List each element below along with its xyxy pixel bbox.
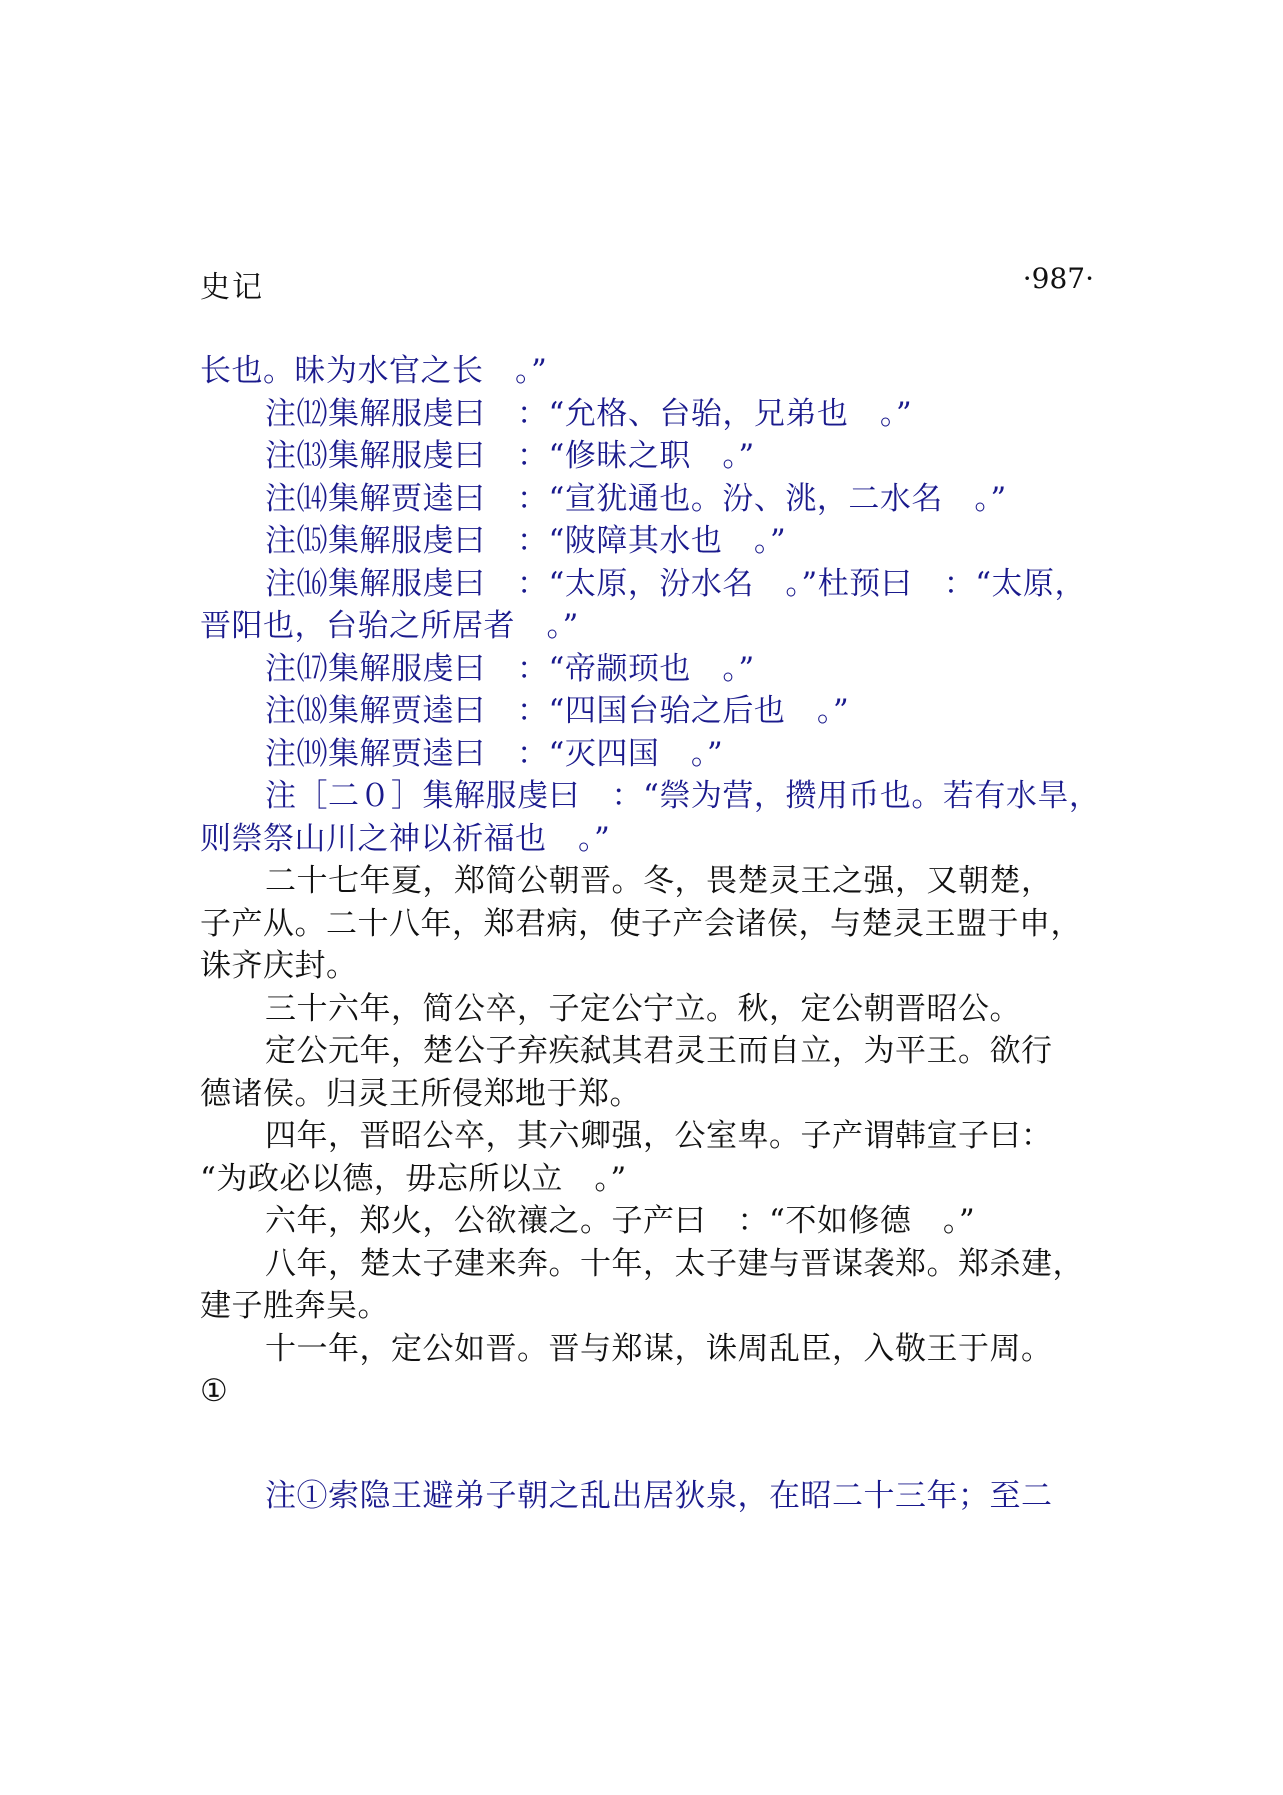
text-line: 注⒆集解贾逵曰 ：“灭四国 。” (265, 735, 724, 772)
text-line: 注⑿集解服虔曰 ：“允格、台骀，兄弟也 。” (265, 395, 913, 432)
text-line: 建子胜奔吴。 (200, 1288, 389, 1324)
footnote: 注①索隐王避弟子朝之乱出居狄泉，在昭二十三年；至二 (265, 1477, 1053, 1514)
text-line: 注⒄集解服虔曰 ：“帝颛顼也 。” (265, 650, 755, 687)
footnote-separator (200, 1413, 1105, 1475)
text-line: 注⒂集解服虔曰 ：“陂障其水也 。” (265, 523, 787, 559)
text-line: 子产从。二十八年，郑君病，使子产会诸侯，与楚灵王盟于申， (200, 905, 1082, 942)
body-text (200, 350, 1105, 1517)
text-line: 注［二０］集解服虔曰 ：“禜为营，攒用币也。若有水旱， (265, 778, 1101, 814)
text-line: 十一年，定公如晋。晋与郑谋，诛周乱臣，入敬王于周。 (265, 1330, 1053, 1367)
text-line: 二十七年夏，郑简公朝晋。冬，畏楚灵王之强，又朝楚， (265, 863, 1053, 899)
text-line: 四年，晋昭公卒，其六卿强，公室卑。子产谓韩宣子曰： (265, 1118, 1053, 1154)
text-line: “为政必以德，毋忘所以立 。” (200, 1160, 627, 1197)
text-line: 长也。昧为水官之长 。” (200, 353, 548, 389)
text-line: 诛齐庆封。 (200, 948, 358, 984)
text-line: 定公元年，楚公子弃疾弑其君灵王而自立，为平王。欲行 (265, 1033, 1053, 1069)
text-line: 三十六年，简公卒，子定公宁立。秋，定公朝晋昭公。 (265, 990, 1021, 1027)
text-line: 注⒅集解贾逵曰 ：“四国台骀之后也 。” (265, 693, 850, 729)
text-line: 六年，郑火，公欲禳之。子产曰 ：“不如修德 。” (265, 1203, 976, 1239)
text-line: 德诸侯。归灵王所侵郑地于郑。 (200, 1075, 641, 1112)
text-line: 晋阳也，台骀之所居者 。” (200, 608, 579, 644)
text-line: 注⒃集解服虔曰 ：“太原，汾水名 。”杜预曰 ：“太原， (265, 565, 1087, 602)
book-title: 史记 (200, 270, 264, 305)
text-line: 注⒀集解服虔曰 ：“修昧之职 。” (265, 438, 755, 474)
page-number: ·987· (1022, 262, 1094, 295)
footnote-marker: ① (200, 1373, 229, 1409)
page-header (200, 262, 1094, 306)
text-line: 则禜祭山川之神以祈福也 。” (200, 820, 611, 857)
text-line: 注⒁集解贾逵曰 ：“宣犹通也。汾、洮，二水名 。” (265, 480, 1007, 517)
text-line: 八年，楚太子建来奔。十年，太子建与晋谋袭郑。郑杀建， (265, 1245, 1084, 1282)
